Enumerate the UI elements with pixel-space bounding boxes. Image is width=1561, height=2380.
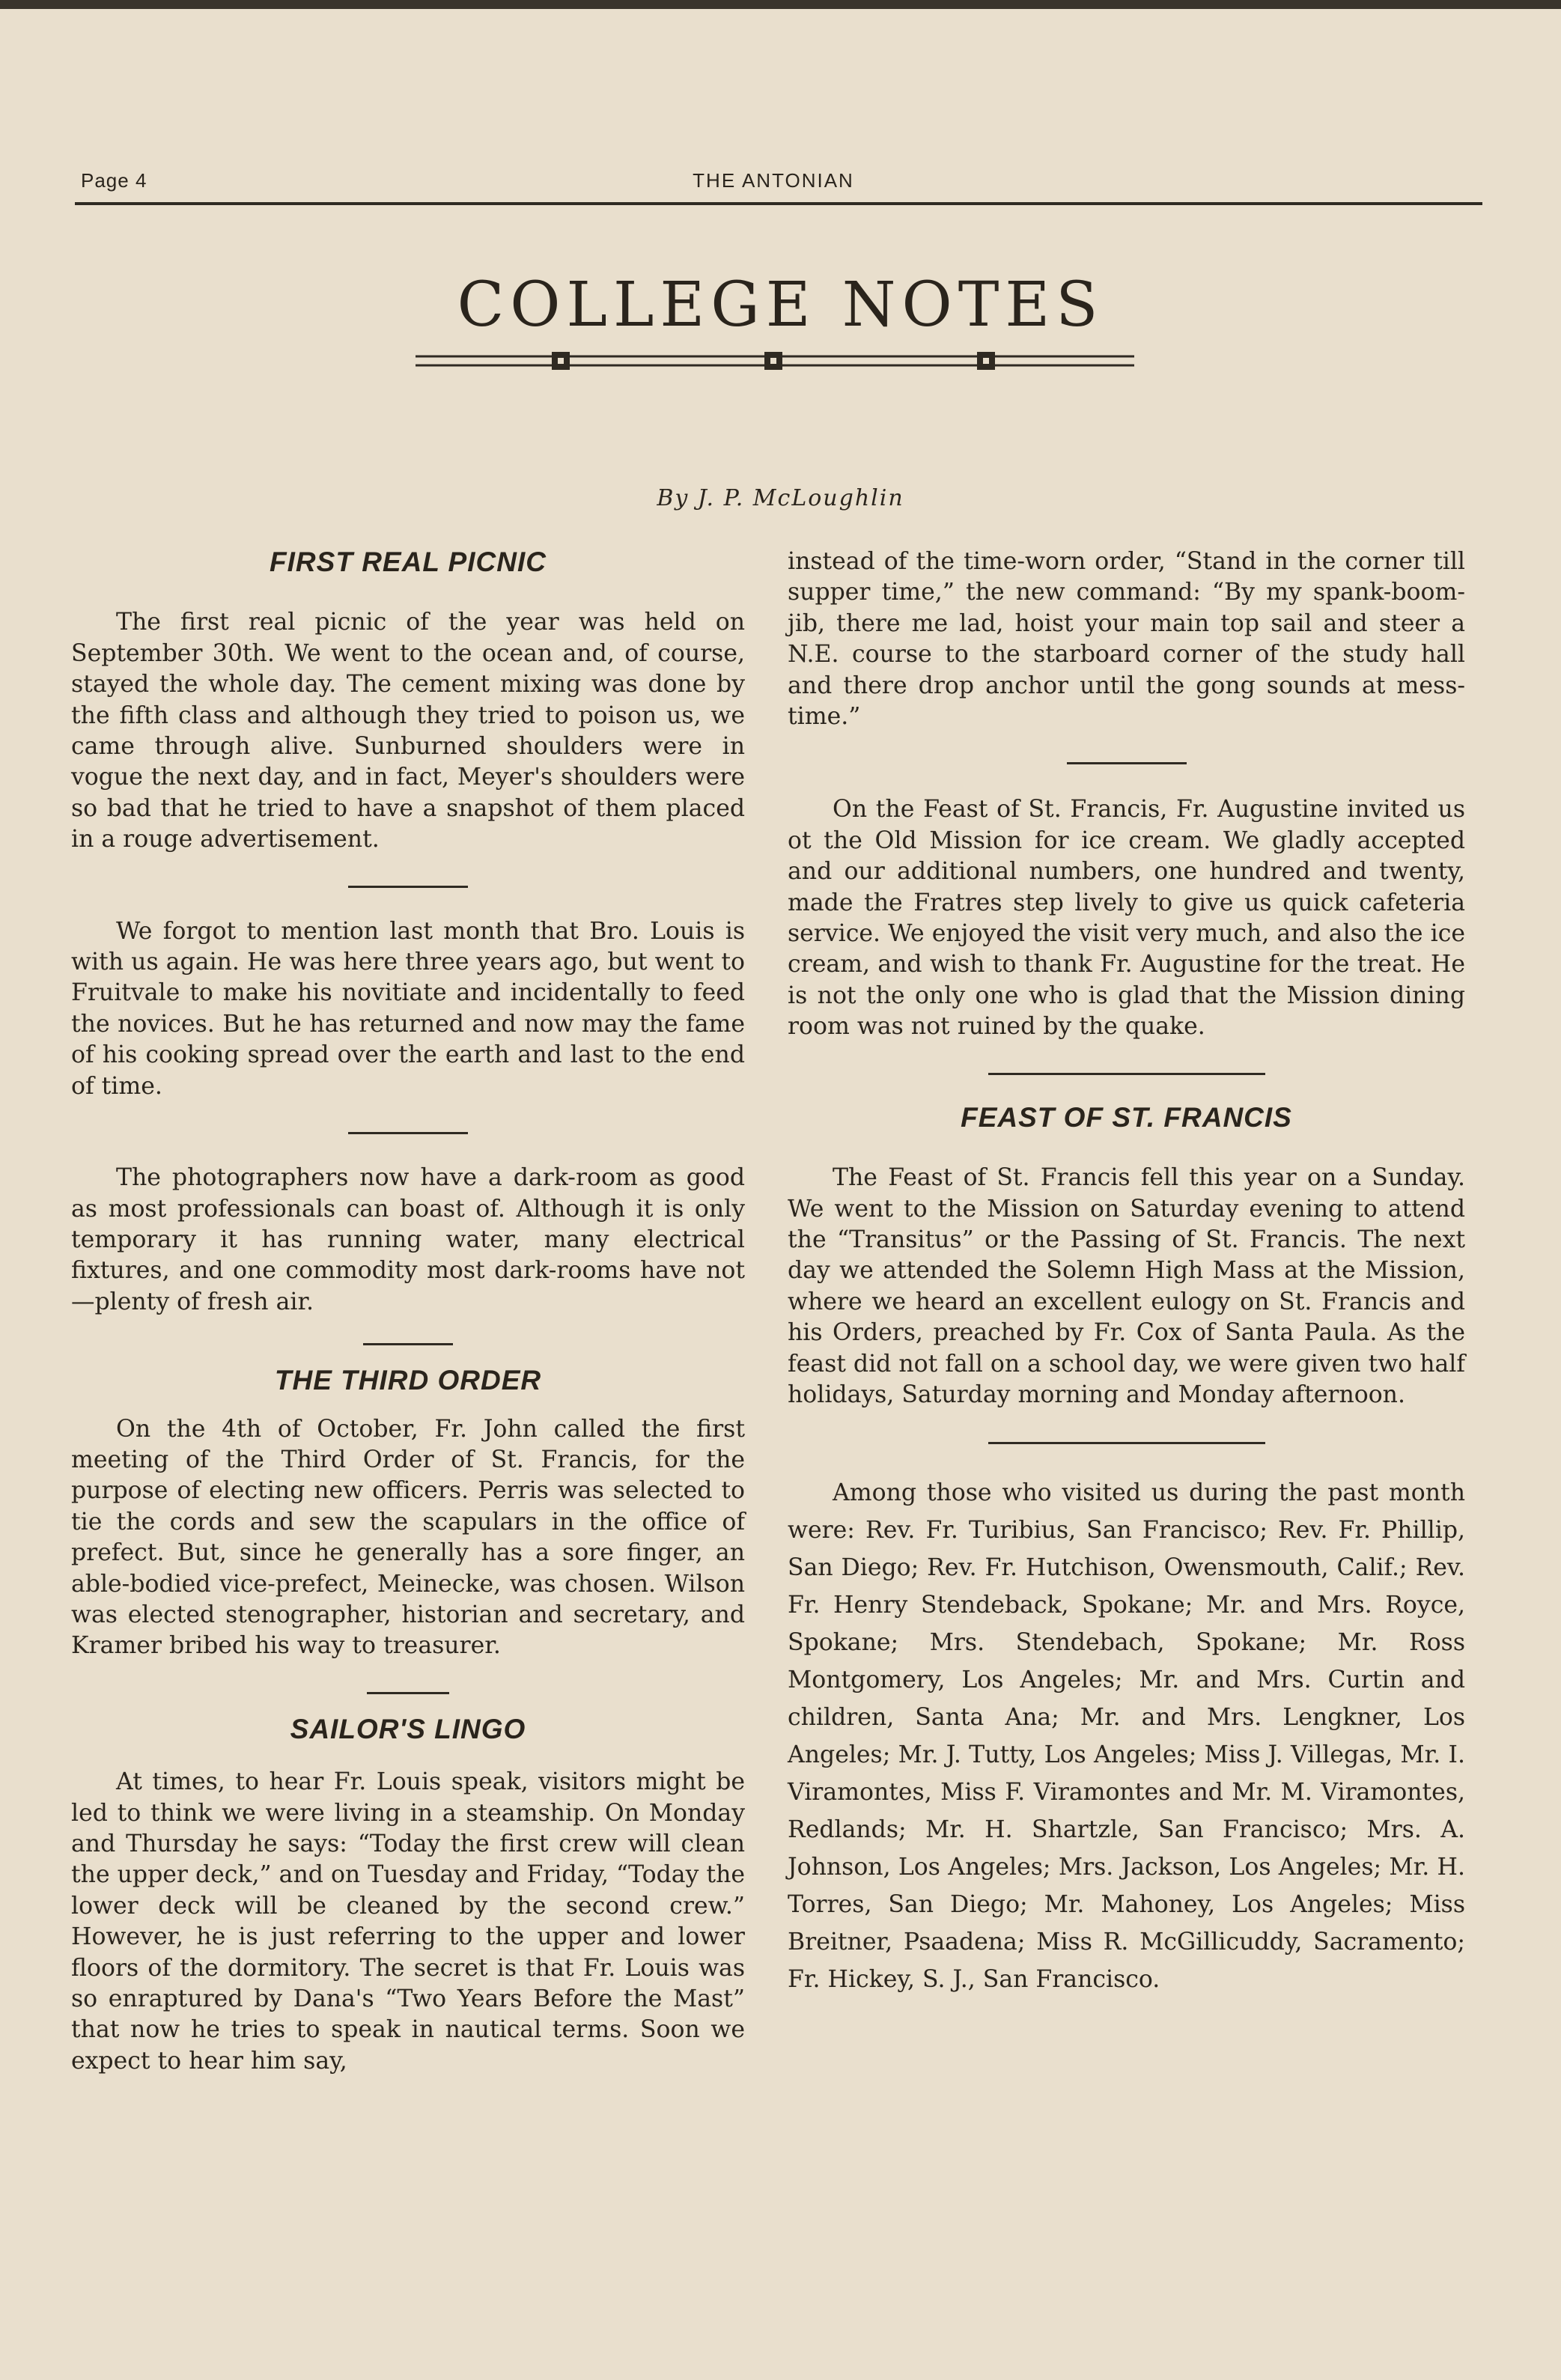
right-column: [788, 547, 1465, 1998]
article-visitors: Among those who visited us during the past month were: Rev. Fr. Turibius, San Francisco; Rev. Fr. Phillip, San Diego; Rev. Fr. Hutchison, Owensmouth, Calif.; Rev. Fr. Henry Stendeback, Spokane; Mr. and Mrs. Royce, Spokane; Mrs. Stendebach, Spokane; Mr. Ross Montgomery, Los Angeles; Mr. and Mrs. Curtin and children, Santa Ana; Mr. and Mrs. Lengkner, Los Angeles; Mr. J. Tutty, Los Angeles; Miss J. Villegas, Mr. I. Viramontes, Miss F. Viramontes and Mr. M. Viramontes, Redlands; Mr. H. Shartzle, San Francisco; Mrs. A. Johnson, Los Angeles; Mrs. Jackson, Los Angeles; Mr. H. Torres, San Diego; Mr. Mahoney, Los Angeles; Miss Breitner, Psaadena; Miss R. McGillicuddy, Sacramento; Fr. Hickey, S. J., San Francisco.: [788, 1479, 1465, 1994]
article-picnic: The first real picnic of the year was held on September 30th. We went to the ocean and, of course, stayed the whole day. The cement mixing was done by the fifth class and although they tried to poison us, we came through alive. Sunburned shoulders were in vogue the next day, and in fact, Meyer's shoulders were so bad that he tried to have a snapshot of them placed in a rouge advertisement.: [71, 609, 745, 853]
page-header: [81, 169, 1473, 199]
top-edge-bar: [0, 0, 1561, 9]
article-old-mission: On the Feast of St. Francis, Fr. Augustine invited us ot the Old Mission for ice cream. We gladly accepted and our additional numbers, one hundred and twenty, made the Fratres step lively to give us quick cafeteria service. We enjoyed the visit very much, and also the ice cream, and wish to thank Fr. Augustine for the treat. He is not the only one who is glad that the Mission dining room was not ruined by the quake.: [788, 796, 1465, 1041]
section-divider: [988, 1442, 1265, 1444]
section-divider: [348, 1132, 468, 1134]
article-bro-louis: We forgot to mention last month that Bro. Louis is with us again. He was here three years ago, but went to Fruitvale to make his novitiate and incidentally to feed the novices. But he has returned and now may the fame of his cooking spread over the earth and last to the end of time.: [71, 917, 745, 1100]
page-title: COLLEGE NOTES: [457, 270, 1104, 341]
byline: By J. P. McLoughlin: [657, 485, 904, 511]
section-divider: [363, 1343, 453, 1345]
page-number: Page 4: [81, 169, 147, 192]
article-feast-of-st-francis: The Feast of St. Francis fell this year on a Sunday. We went to the Mission on Saturday evening to attend the “Transitus” or the Passing of St. Francis. The next day we attended the Solemn High Mass at the Mission, where we heard an excellent eulogy on St. Francis and his Orders, preached by Fr. Cox of Santa Paula. As the feast did not fall on a school day, we were given two half holidays, Saturday morning and Monday afternoon.: [788, 1164, 1465, 1408]
heading-third-order: THE THIRD ORDER: [274, 1365, 542, 1396]
heading-first-real-picnic: FIRST REAL PICNIC: [270, 547, 547, 577]
title-ornament: [416, 346, 1134, 376]
section-divider: [988, 1073, 1265, 1075]
article-sailors-lingo: At times, to hear Fr. Louis speak, visitors might be led to think we were living in a steamship. On Monday and Thursday he says: “Today the first crew will clean the upper deck,” and on Tuesday and Friday, “Today the lower deck will be cleaned by the second crew.” However, he is just referring to the upper and lower floors of the dormitory. The secret is that Fr. Louis was so enraptured by Dana's “Two Years Before the Mast” that now he tries to speak in nautical terms. Soon we expect to hear him say,: [71, 1768, 745, 2075]
article-darkroom: The photographers now have a dark-room as good as most professionals can boast of. Although it is only temporary it has running water, many electrical fixtures, and one commodity most dark-rooms have not—plenty of fresh air.: [71, 1164, 745, 1315]
article-third-order: On the 4th of October, Fr. John called the first meeting of the Third Order of St. Francis, for the purpose of electing new officers. Perris was selected to tie the cords and sew the scapulars in the office of prefect. But, since he generally has a sore finger, an able-bodied vice-prefect, Meinecke, was chosen. Wilson was elected stenographer, historian and secretary, and Kramer bribed his way to treasurer.: [71, 1415, 745, 1660]
heading-sailors-lingo: SAILOR'S LINGO: [290, 1713, 526, 1744]
header-rule: [75, 202, 1482, 205]
heading-feast-of-st-francis: FEAST OF ST. FRANCIS: [961, 1101, 1292, 1133]
section-divider: [348, 886, 468, 888]
section-divider: [1067, 762, 1187, 764]
publication-name: THE ANTONIAN: [693, 169, 854, 192]
section-divider: [367, 1692, 449, 1694]
left-column: [71, 547, 745, 2077]
article-sailors-lingo-continued: instead of the time-worn order, “Stand in the corner till supper time,” the new command: “By my spank-boom-jib, there me lad, hoist your main top sail and steer a N.E. course to the starboard corner of the study hall and there drop anchor until the gong sounds at mess-time.”: [788, 548, 1465, 731]
